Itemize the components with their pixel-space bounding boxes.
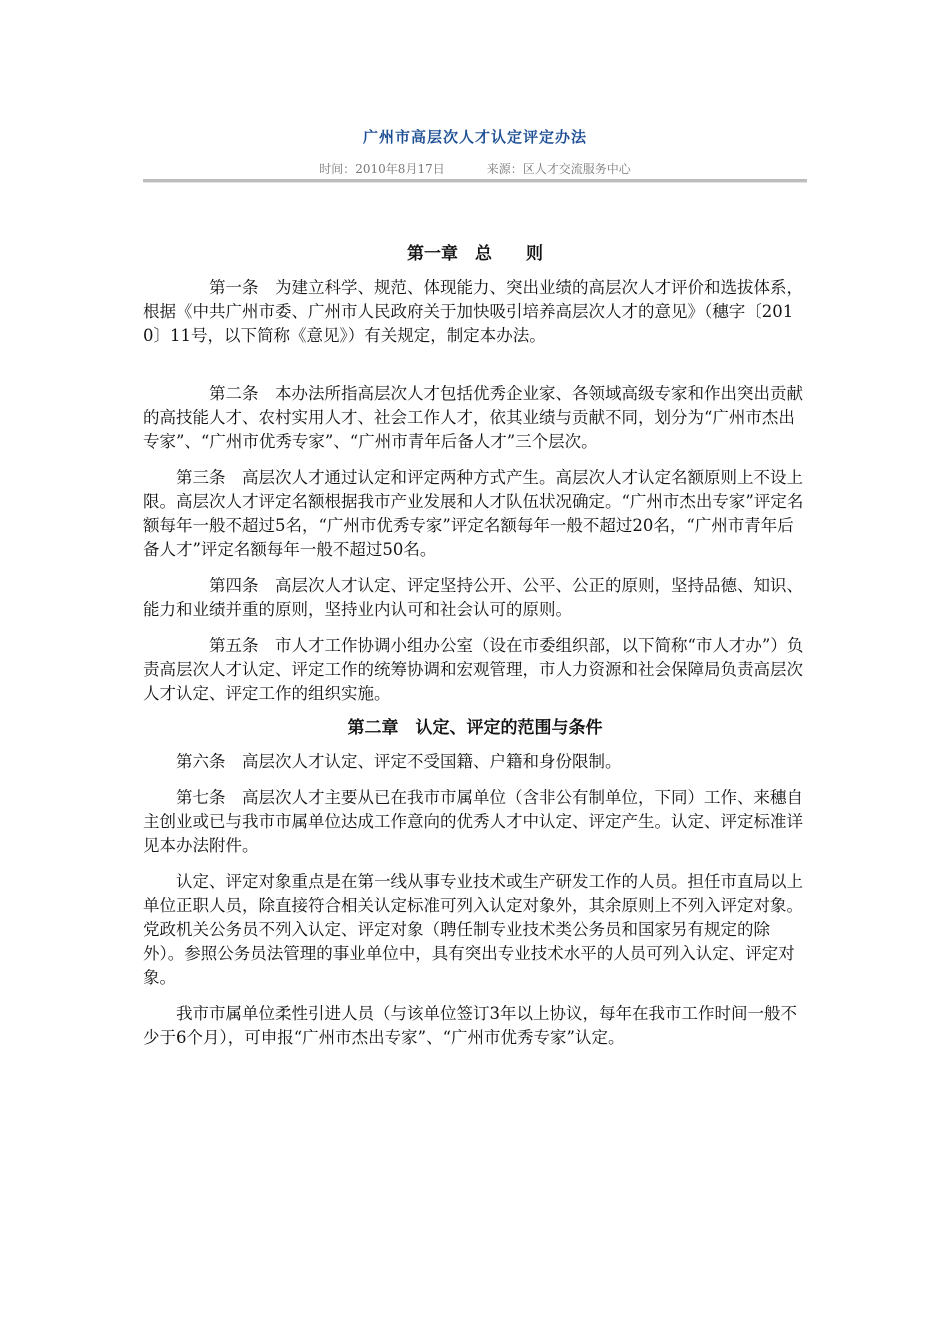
article-paragraph: 第二条 本办法所指高层次人才包括优秀企业家、各领域高级专家和作出突出贡献的高技能人才、农村实用人才、社会工作人才，依其业绩与贡献不同，划分为“广州市杰出专家”、“广州市优秀专家”、“广州市青年后备人才”三个层次。	[143, 384, 803, 451]
document-meta	[143, 160, 807, 177]
article-paragraph: 我市市属单位柔性引进人员（与该单位签订3年以上协议，每年在我市工作时间一般不少于6个月），可申报“广州市杰出专家”、“广州市优秀专家”认定。	[143, 1004, 797, 1047]
source: 来源：区人才交流服务中心	[486, 162, 631, 176]
article-paragraph: 认定、评定对象重点是在第一线从事专业技术或生产研发工作的人员。担任市直局以上单位正职人员，除直接符合相关认定标准可列入认定对象外，其余原则上不列入评定对象。党政机关公务员不列入认定、评定对象（聘任制专业技术类公务员和国家另有规定的除外）。参照公务员法管理的事业单位中，具有突出专业技术水平的人员可列入认定、评定对象。	[143, 872, 803, 987]
chapter-heading: 第二章 认定、评定的范围与条件	[347, 718, 603, 738]
chapter-heading: 第一章 总 则	[407, 244, 543, 264]
article-paragraph: 第三条 高层次人才通过认定和评定两种方式产生。高层次人才认定名额原则上不设上限。高层次人才评定名额根据我市产业发展和人才队伍状况确定。“广州市杰出专家”评定名额每年一般不超过5名，“广州市优秀专家”评定名额每年一般不超过20名，“广州市青年后备人才”评定名额每年一般不超过50名。	[143, 468, 804, 559]
article-paragraph: 第一条 为建立科学、规范、体现能力、突出业绩的高层次人才评价和选拔体系，根据《中共广州市委、广州市人民政府关于加快吸引培养高层次人才的意见》（穗字〔2010〕11号，以下简称《意见》）有关规定，制定本办法。	[143, 278, 803, 345]
document-body	[143, 240, 807, 1050]
document-title: 广州市高层次人才认定评定办法	[362, 128, 587, 146]
article-paragraph: 第六条 高层次人才认定、评定不受国籍、户籍和身份限制。	[176, 752, 622, 771]
header-divider	[143, 179, 807, 183]
publish-date: 时间：2010年8月17日	[319, 162, 445, 176]
article-paragraph: 第四条 高层次人才认定、评定坚持公开、公平、公正的原则，坚持品德、知识、能力和业绩并重的原则，坚持业内认可和社会认可的原则。	[143, 576, 803, 619]
article-paragraph: 第七条 高层次人才主要从已在我市市属单位（含非公有制单位，下同）工作、来穗自主创业或已与我市市属单位达成工作意向的优秀人才中认定、评定产生。认定、评定标准详见本办法附件。	[143, 788, 803, 855]
article-paragraph: 第五条 市人才工作协调小组办公室（设在市委组织部，以下简称“市人才办”）负责高层次人才认定、评定工作的统筹协调和宏观管理，市人力资源和社会保障局负责高层次人才认定、评定工作的组织实施。	[143, 636, 804, 703]
